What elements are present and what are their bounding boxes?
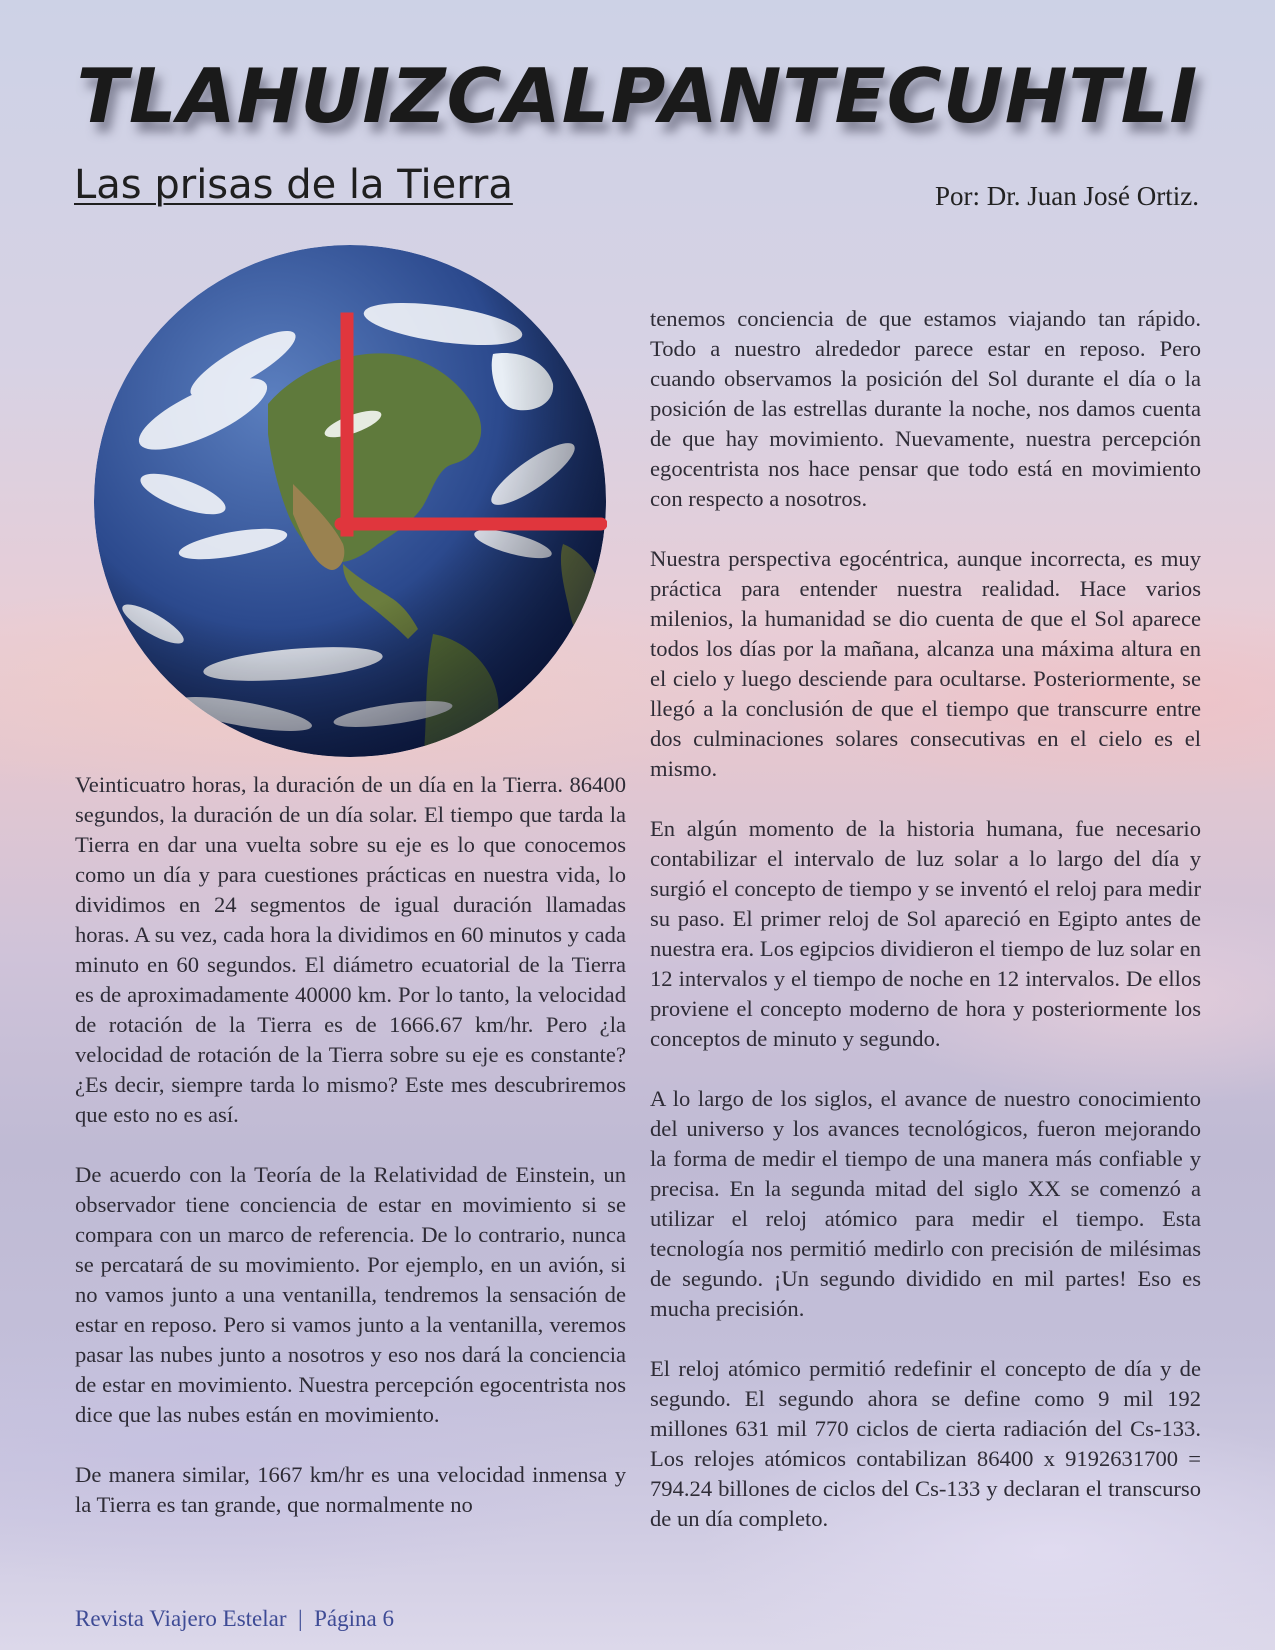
- paragraph: Nuestra perspectiva egocéntrica, aunque incorrecta, es muy práctica para entender nuestra realidad. Hace varios milenios, la humanidad se dio cuenta de que el Sol aparece todos los días por la mañana, alcanza una máxima altura en el cielo y luego desciende para ocultarse. Posteriormente, se llegó a la conclusión de que el tiempo que transcurre entre dos culminaciones solares consecutivas en el cielo es el mismo.: [650, 546, 1201, 781]
- magazine-masthead: TLAHUIZCALPANTECUHTLI: [76, 52, 1199, 140]
- paragraph: De acuerdo con la Teoría de la Relatividad de Einstein, un observador tiene conciencia de estar en movimiento si se compara con un marco de referencia. De lo contrario, nunca se percatará de su movimiento. Por ejemplo, en un avión, si no vamos junto a una ventanilla, tendremos la sensación de estar en reposo. Pero si vamos junto a la ventanilla, veremos pasar las nubes junto a nosotros y eso nos dará la conciencia de estar en movimiento. Nuestra percepción egocentrista nos dice que las nubes están en movimiento.: [75, 1162, 626, 1427]
- paragraph: tenemos conciencia de que estamos viajando tan rápido. Todo a nuestro alrededor parece estar en reposo. Pero cuando observamos la posición del Sol durante el día o la posición de las estrellas durante la noche, nos damos cuenta de que hay movimiento. Nuevamente, nuestra percepción egocentrista nos hace pensar que todo está en movimiento con respecto a nosotros.: [650, 306, 1201, 511]
- article-byline: Por: Dr. Juan José Ortiz.: [935, 181, 1199, 211]
- article-title: Las prisas de la Tierra: [74, 162, 513, 208]
- paragraph: A lo largo de los siglos, el avance de nuestro conocimiento del universo y los avances tecnológicos, fueron mejorando la forma de medir el tiempo de una manera más confiable y precisa. En la segunda mitad del siglo XX se comenzó a utilizar el reloj atómico para medir el tiempo. Esta tecnología nos permitió medirlo con precisión de milésimas de segundo. ¡Un segundo dividido en mil partes! Eso es mucha precisión.: [650, 1086, 1201, 1321]
- paragraph: De manera similar, 1667 km/hr es una velocidad inmensa y la Tierra es tan grande, que normalmente no: [75, 1462, 626, 1517]
- paragraph: Veinticuatro horas, la duración de un día en la Tierra. 86400 segundos, la duración de un día solar. El tiempo que tarda la Tierra en dar una vuelta sobre su eje es lo que conocemos como un día y para cuestiones prácticas en nuestra vida, lo dividimos en 24 segmentos de igual duración llamadas horas. A su vez, cada hora la dividimos en 60 minutos y cada minuto en 60 segundos. El diámetro ecuatorial de la Tierra es de aproximadamente 40000 km. Por lo tanto, la velocidad de rotación de la Tierra es de 1666.67 km/hr. Pero ¿la velocidad de rotación de la Tierra sobre su eje es constante? ¿Es decir, siempre tarda lo mismo? Este mes descubriremos que esto no es así.: [75, 772, 626, 1127]
- page-footer: Revista Viajero Estelar | Página 6: [75, 1606, 394, 1631]
- paragraph: En algún momento de la historia humana, fue necesario contabilizar el intervalo de luz solar a lo largo del día y surgió el concepto de tiempo y se inventó el reloj para medir su paso. El primer reloj de Sol apareció en Egipto antes de nuestra era. Los egipcios dividieron el tiempo de luz solar en 12 intervalos y el tiempo de noche en 12 intervalos. De ellos proviene el concepto moderno de hora y posteriormente los conceptos de minuto y segundo.: [650, 816, 1201, 1051]
- article-column-left: [75, 770, 626, 1550]
- earth-clock-illustration: [93, 244, 607, 758]
- article-column-right: [650, 304, 1201, 1564]
- paragraph: El reloj atómico permitió redefinir el concepto de día y de segundo. El segundo ahora se define como 9 mil 192 millones 631 mil 770 ciclos de cierta radiación del Cs-133. Los relojes atómicos contabilizan 86400 x 9192631700 = 794.24 billones de ciclos del Cs-133 y declaran el transcurso de un día completo.: [650, 1356, 1201, 1531]
